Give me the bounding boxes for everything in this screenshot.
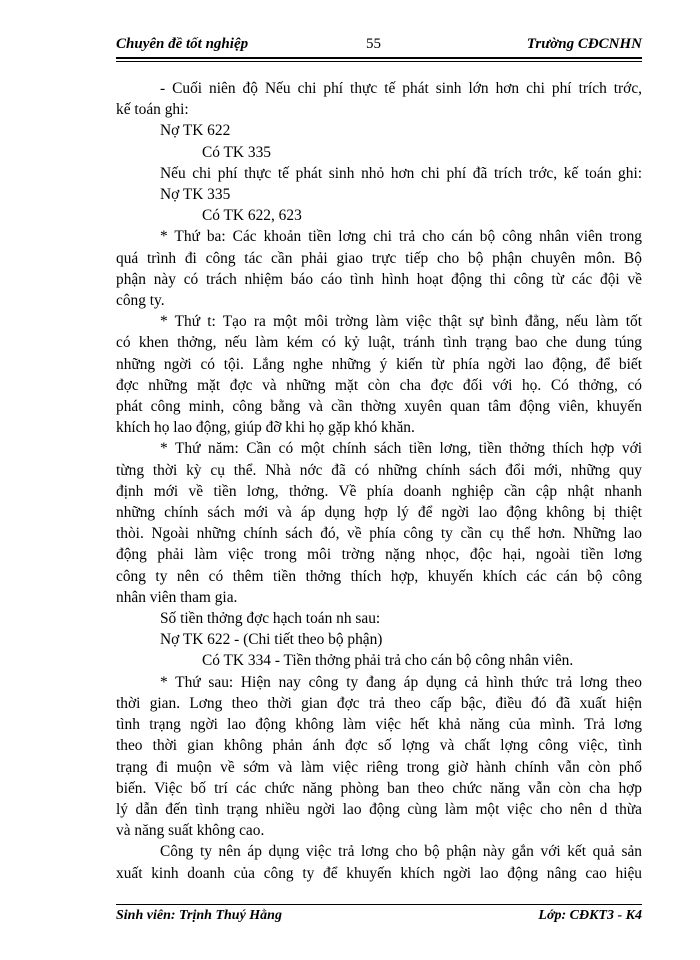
text-line: những chính sách mới và áp dụng hợp lý để ngời lao động không bị thiệt xyxy=(116,504,642,522)
page-footer xyxy=(116,907,642,927)
header-rule-thin xyxy=(116,61,642,62)
footer-rule xyxy=(116,904,642,905)
text-line: nhân viên tham gia. xyxy=(116,588,238,606)
footer-class: Lớp: CĐKT3 - K4 xyxy=(538,908,642,923)
text-line: từng thời kỳ cụ thể. Nhà nớc đã có những chính sách đổi mới, những quy xyxy=(116,461,642,479)
text-line: xuất kinh doanh của công ty để khuyến khích ngời lao động nâng cao hiệu xyxy=(116,864,642,882)
text-line: * Thứ ba: Các khoản tiền lơng chi trả cho cán bộ công nhân viên trong xyxy=(160,228,642,246)
page-number: 55 xyxy=(366,36,381,52)
text-line: theo thời gian không phản ánh đợc số lợng và chất lợng công việc, tình xyxy=(116,737,642,755)
text-line: trạng đi muộn về sớm và làm việc riêng trong giờ hành chính vẫn còn phổ xyxy=(116,758,642,776)
page-header xyxy=(116,34,642,56)
text-line: định mới về tiền lơng, thởng. Về phía doanh nghiệp cần cập nhật nhanh xyxy=(116,482,642,500)
text-line: * Thứ năm: Cần có một chính sách tiền lơng, tiền thởng thích hợp với xyxy=(160,440,642,458)
header-title: Chuyên đề tốt nghiệp xyxy=(116,36,249,52)
text-line: Nếu chi phí thực tế phát sinh nhỏ hơn chi phí đã trích trớc, kế toán ghi: xyxy=(160,164,642,182)
text-line: quá trình đi công tác cần phải giao trực tiếp cho bộ phận chuyên môn. Bộ xyxy=(116,249,642,267)
text-line: Nợ TK 622 - (Chi tiết theo bộ phận) xyxy=(160,631,383,649)
footer-student: Sinh viên: Trịnh Thuý Hằng xyxy=(116,908,282,923)
text-line: thòi. Ngoài những chính sách đó, về phía công ty cần cụ thể hơn. Những lao xyxy=(116,525,642,543)
text-line: động phải làm việc trong môi trờng nặng nhọc, độc hại, ngoài tiền lơng xyxy=(116,546,642,564)
text-line: Có TK 335 xyxy=(202,143,271,161)
text-line: * Thứ t: Tạo ra một môi trờng làm việc thật sự bình đẳng, nếu làm tốt xyxy=(160,313,642,331)
header-rule-thick xyxy=(116,57,642,59)
text-line: công ty. xyxy=(116,292,165,310)
text-line: * Thứ sau: Hiện nay công ty đang áp dụng cả hình thức trả lơng theo xyxy=(160,673,642,691)
text-line: kế toán ghi: xyxy=(116,101,189,119)
text-line: phát công minh, công bằng và cần thờng xuyên quan tâm động viên, khuyến xyxy=(116,398,642,416)
text-line: Có TK 622, 623 xyxy=(202,207,302,225)
text-line: và năng suất không cao. xyxy=(116,822,265,840)
text-line: Có TK 334 - Tiền thởng phải trả cho cán bộ công nhân viên. xyxy=(202,652,574,670)
text-line: đợc những mặt đợc và những mặt còn cha đợc đối với họ. Có thởng, có xyxy=(116,376,642,394)
text-line: khích họ lao động, giúp đỡ khi họ gặp khó khăn. xyxy=(116,419,415,437)
text-line: Công ty nên áp dụng việc trả lơng cho bộ phận này gắn với kết quả sản xyxy=(160,843,642,861)
text-line: tình trạng ngời lao động không làm việc hết khả năng của mình. Trả lơng xyxy=(116,716,642,734)
text-line: phận này có trách nhiệm báo cáo tình hình hoạt động thi công từ các đội về xyxy=(116,270,642,288)
header-school: Trường CĐCNHN xyxy=(526,36,642,52)
text-line: Số tiền thởng đợc hạch toán nh sau: xyxy=(160,610,381,628)
text-line: lý dẫn đến tình trạng nhiều ngời lao động cùng làm một việc cho nên d thừa xyxy=(116,800,642,818)
text-line: Nợ TK 335 xyxy=(160,186,231,204)
text-line: thời gian. Lơng theo thời gian đợc trả theo cấp bậc, điều đó đã xuất hiện xyxy=(116,694,642,712)
text-line: Nợ TK 622 xyxy=(160,122,231,140)
document-body xyxy=(116,78,642,884)
text-line: - Cuối niên độ Nếu chi phí thực tế phát sinh lớn hơn chi phí trích trớc, xyxy=(160,80,642,97)
text-line: những ngời có tội. Lắng nghe những ý kiến từ phía ngời lao động, để biết xyxy=(116,355,642,373)
text-line: công ty nên có thêm tiền thởng thích hợp, khuyến khích các cán bộ công xyxy=(116,567,642,585)
text-line: biến. Việc bố trí các chức năng phòng ban theo chức năng vẫn còn cha hợp xyxy=(116,779,642,797)
text-line: có khen thởng, nếu làm kém có kỷ luật, tránh tình trạng bao che dung túng xyxy=(116,334,642,352)
